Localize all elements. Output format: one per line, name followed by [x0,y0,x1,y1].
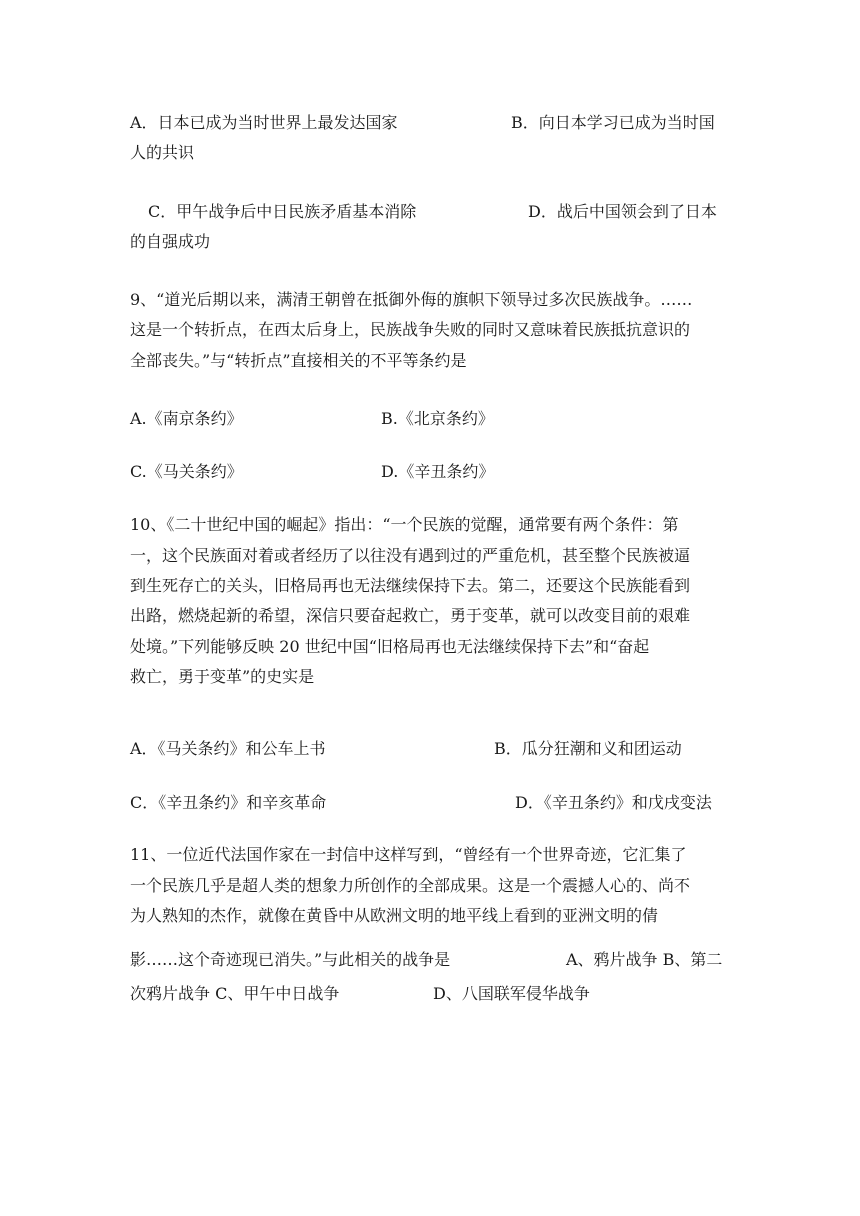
q10-stem-line-1: 10、《二十世纪中国的崛起》指出：“一个民族的觉醒，通常要有两个条件：第 [130,515,679,534]
q11-stem-line-4: 影……这个奇迹现已消失。”与此相关的战争是 [130,950,451,969]
q11-stem-line-2: 一个民族几乎是超人类的想象力所创作的全部成果。这是一个震撼人心的、尚不 [130,876,691,895]
q11-option-d: D、八国联军侵华战争 [433,984,590,1003]
q9-option-a: A.《南京条约》 [130,409,243,428]
q8-option-c: C．甲午战争后中日民族矛盾基本消除 [148,202,417,221]
q10-stem-line-2: 一，这个民族面对着或者经历了以往没有遇到过的严重危机，甚至整个民族被逼 [130,546,691,565]
q9-stem-line-1: 9、“道光后期以来，满清王朝曾在抵御外侮的旗帜下领导过多次民族战争。…… [130,290,693,309]
q8-option-b: B．向日本学习已成为当时国 [511,113,715,132]
q9-option-d: D.《辛丑条约》 [381,462,495,481]
q8-option-d-continued: 的自强成功 [130,232,211,251]
q10-stem-line-3: 到生死存亡的关头，旧格局再也无法继续保持下去。第二，还要这个民族能看到 [130,576,691,595]
q11-option-a-b: A、鸦片战争 B、第二 [566,950,723,969]
q10-option-b: B．瓜分狂潮和义和团运动 [494,739,682,758]
q11-stem-line-1: 11、一位近代法国作家在一封信中这样写到，“曾经有一个世界奇迹，它汇集了 [130,845,687,864]
q8-option-d: D．战后中国领会到了日本 [528,202,717,221]
q10-option-c: C．《辛丑条约》和辛亥革命 [130,793,327,812]
q9-stem-line-3: 全部丧失。”与“转折点”直接相关的不平等条约是 [130,351,467,370]
q11-option-b-c: 次鸦片战争 C、甲午中日战争 [130,984,340,1003]
q10-option-d: D．《辛丑条约》和戊戌变法 [515,793,712,812]
q8-option-a: A．日本已成为当时世界上最发达国家 [130,113,398,132]
q10-stem-line-5: 处境。”下列能够反映 20 世纪中国“旧格局再也无法继续保持下去”和“奋起 [130,637,650,656]
q10-stem-line-6: 救亡，勇于变革”的史实是 [130,667,315,686]
q10-option-a: A．《马关条约》和公车上书 [130,739,326,758]
q9-stem-line-2: 这是一个转折点，在西太后身上，民族战争失败的同时又意味着民族抵抗意识的 [130,320,691,339]
q9-option-b: B.《北京条约》 [381,409,494,428]
q11-stem-line-3: 为人熟知的杰作，就像在黄昏中从欧洲文明的地平线上看到的亚洲文明的倩 [130,906,659,925]
q8-option-b-continued: 人的共识 [130,143,195,162]
q10-stem-line-4: 出路，燃烧起新的希望，深信只要奋起救亡，勇于变革，就可以改变目前的艰难 [130,606,691,625]
q9-option-c: C.《马关条约》 [130,462,243,481]
